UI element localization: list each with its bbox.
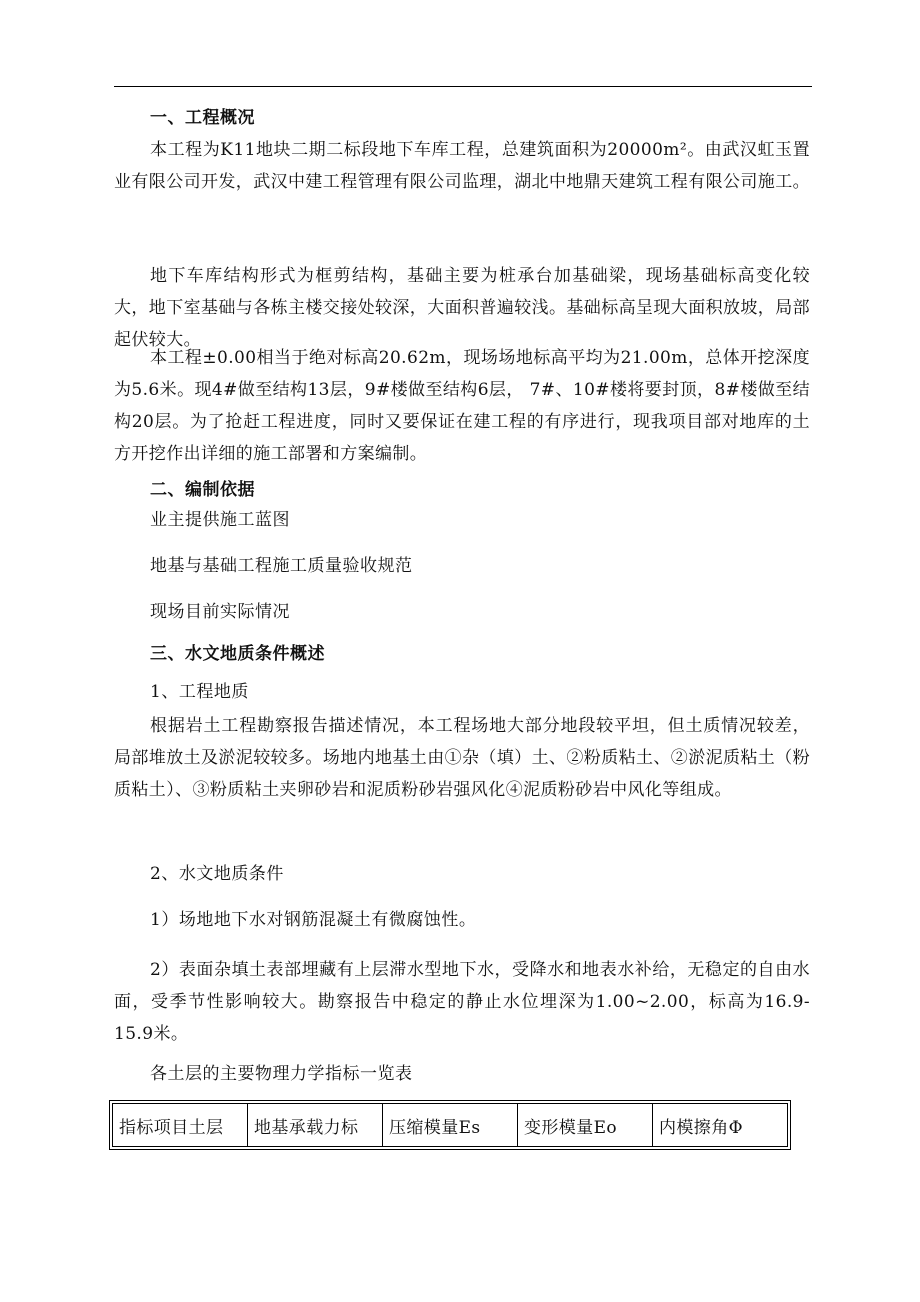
section-1-heading: 一、工程概况	[150, 108, 255, 128]
section-2-heading: 二、编制依据	[150, 480, 255, 500]
section-3-heading: 三、水文地质条件概述	[150, 644, 325, 664]
table	[112, 1103, 788, 1147]
table-header-row	[113, 1104, 788, 1147]
header-cell-bearing: 地基承载力标	[248, 1104, 383, 1147]
header-cell-friction: 内模擦角Φ	[653, 1104, 788, 1147]
paragraph-text: 2）表面杂填土表部埋藏有上层滞水型地下水，受降水和地表水补给，无稳定的自由水面，受季节性影响较大。勘察报告中稳定的静止水位埋深为1.00~2.00，标高为16.9-15.9米。	[114, 960, 810, 1044]
header-cell-es: 压缩模量Es	[383, 1104, 518, 1147]
subsection-hydrogeology: 2、水文地质条件	[150, 864, 284, 884]
paragraph-text: 根据岩土工程勘察报告描述情况，本工程场地大部分地段较平坦，但土质情况较差，局部堆放土及淤泥较较多。场地内地基土由①杂（填）土、②粉质粘土、②淤泥质粘土（粉质粘土）、③粉质粘土夹卵砂岩和泥质粉砂岩强风化④泥质粉砂岩中风化等组成。	[114, 716, 810, 800]
section-1-paragraph-3	[114, 342, 810, 470]
basis-item-3: 现场目前实际情况	[150, 602, 290, 622]
section-1-paragraph-1	[114, 134, 810, 198]
paragraph-text: 本工程为K11地块二期二标段地下车库工程，总建筑面积为20000m²。由武汉虹玉置业有限公司开发，武汉中建工程管理有限公司监理，湖北中地鼎天建筑工程有限公司施工。	[114, 140, 810, 192]
header-rule	[114, 86, 812, 87]
soil-properties-table	[109, 1100, 791, 1150]
header-cell-layer: 指标项目土层	[113, 1104, 248, 1147]
table-caption: 各土层的主要物理力学指标一览表	[150, 1064, 413, 1084]
basis-item-1: 业主提供施工蓝图	[150, 510, 290, 530]
section-3-paragraph-1	[114, 710, 810, 806]
header-cell-eo: 变形模量Eo	[518, 1104, 653, 1147]
paragraph-text: 本工程±0.00相当于绝对标高20.62m，现场场地标高平均为21.00m，总体开挖深度为5.6米。现4#做至结构13层，9#楼做至结构6层， 7#、10#楼将要封顶，8#楼做至结构20层。为了抢赶工程进度，同时又要保证在建工程的有序进行，现我项目部对地库的土方开挖作出详细的施工部署和方案编制。	[114, 348, 810, 464]
basis-item-2: 地基与基础工程施工质量验收规范	[150, 556, 413, 576]
section-3-paragraph-3	[114, 954, 810, 1050]
hydro-item-1: 1）场地地下水对钢筋混凝土有微腐蚀性。	[150, 910, 477, 930]
paragraph-text: 地下车库结构形式为框剪结构，基础主要为桩承台加基础梁，现场基础标高变化较大，地下室基础与各栋主楼交接处较深，大面积普遍较浅。基础标高呈现大面积放坡，局部起伏较大。	[114, 266, 810, 350]
subsection-geology: 1、工程地质	[150, 682, 249, 702]
